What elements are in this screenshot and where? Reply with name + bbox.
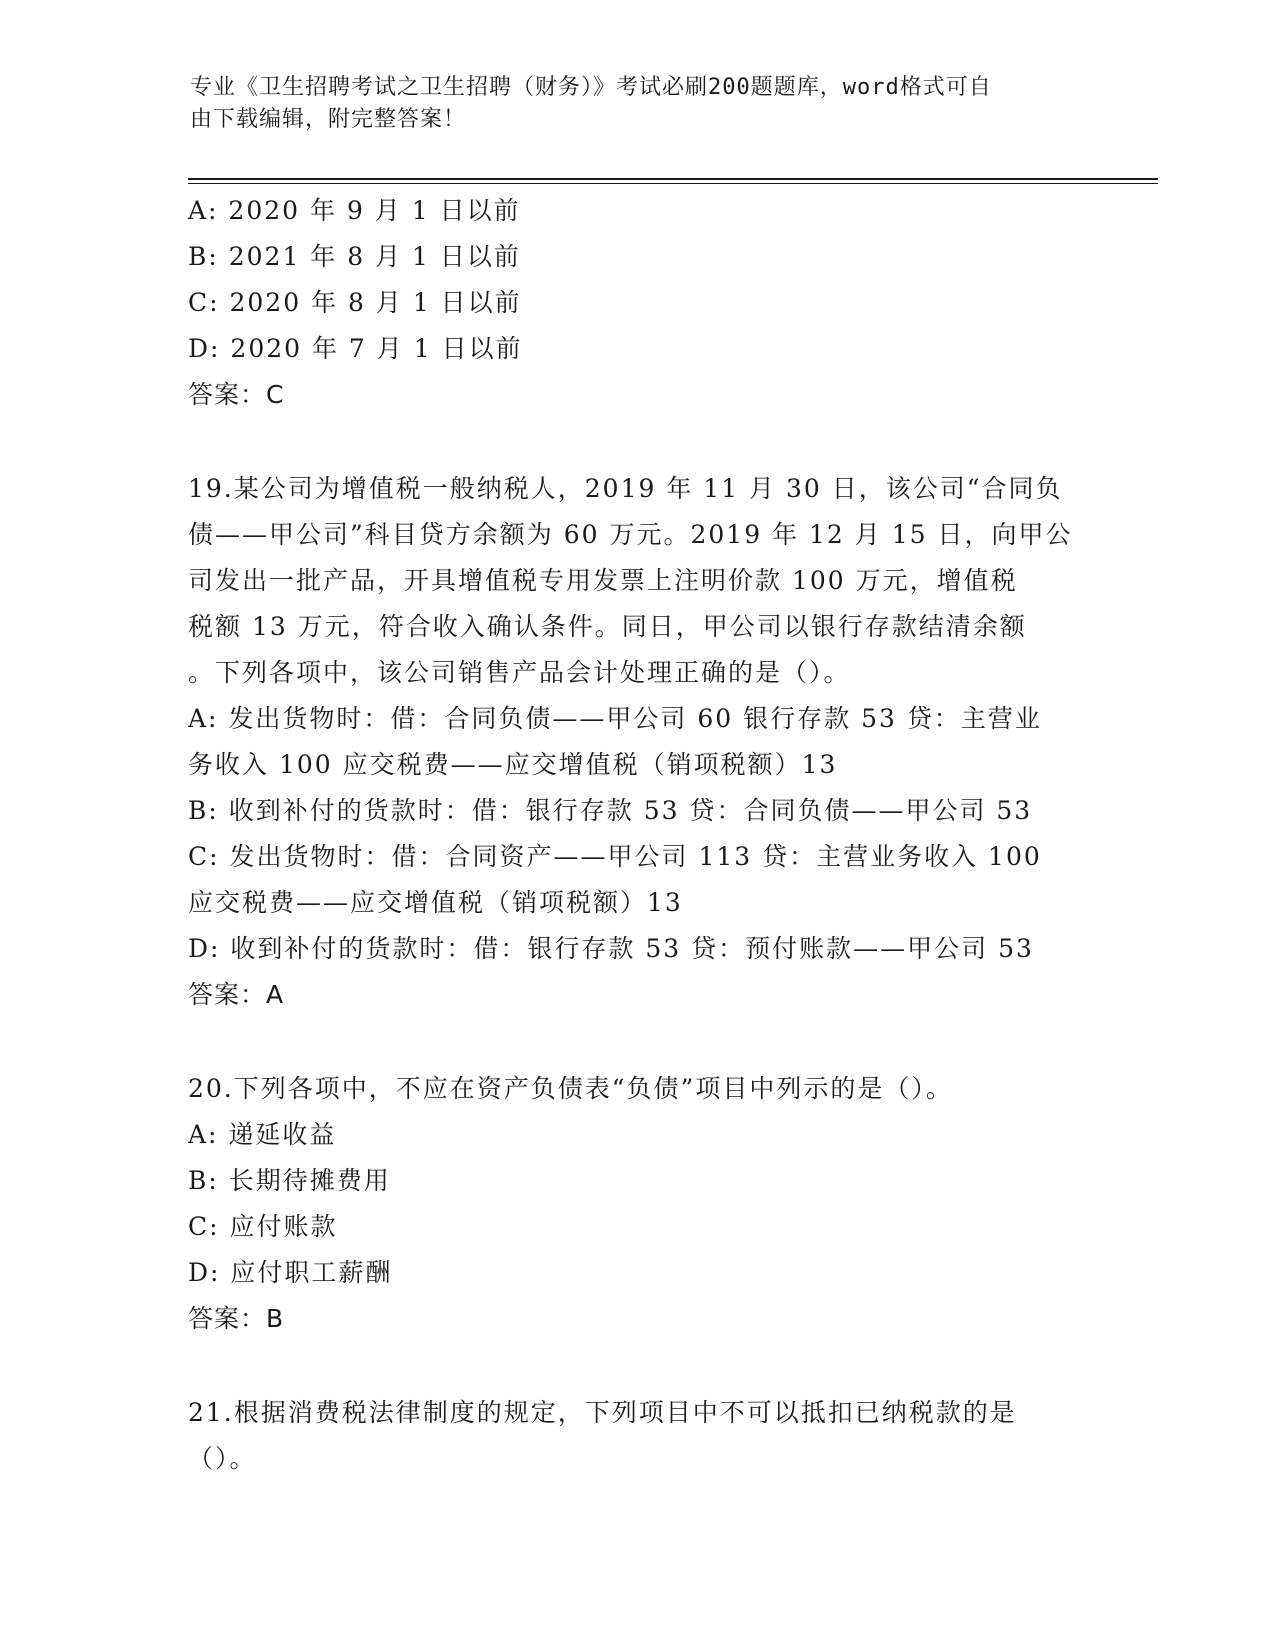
option-d: D: 2020 年 7 月 1 日以前 bbox=[188, 334, 523, 363]
spacer bbox=[188, 418, 1088, 466]
option-b: B: 收到补付的货款时：借：银行存款 53 贷：合同负债——甲公司 53 bbox=[188, 796, 1033, 825]
spacer bbox=[188, 1342, 1088, 1390]
answer: 答案：A bbox=[188, 980, 285, 1009]
option-b: B: 长期待摊费用 bbox=[188, 1166, 391, 1195]
answer: 答案：C bbox=[188, 380, 285, 409]
header-divider-thick bbox=[188, 178, 1158, 180]
option-b: B: 2021 年 8 月 1 日以前 bbox=[188, 242, 521, 271]
question-19 bbox=[188, 466, 1088, 1018]
spacer bbox=[188, 1018, 1088, 1066]
header-divider-thin bbox=[188, 183, 1158, 184]
header-line-1: 专业《卫生招聘考试之卫生招聘（财务）》考试必刷200题题库，word格式可自 bbox=[190, 75, 992, 100]
option-a: A: 2020 年 9 月 1 日以前 bbox=[188, 196, 521, 225]
question-stem-line: 税额 13 万元，符合收入确认条件。同日，甲公司以银行存款结清余额 bbox=[188, 612, 1027, 641]
question-stem-line: 司发出一批产品，开具增值税专用发票上注明价款 100 万元，增值税 bbox=[188, 566, 1018, 595]
question-stem-line: 。下列各项中，该公司销售产品会计处理正确的是（）。 bbox=[188, 658, 851, 687]
option-a: A: 递延收益 bbox=[188, 1120, 337, 1149]
question-18 bbox=[188, 188, 1088, 418]
question-21 bbox=[188, 1390, 1088, 1482]
header-line-2: 由下载编辑，附完整答案！ bbox=[190, 107, 467, 132]
question-stem-line: 债——甲公司”科目贷方余额为 60 万元。2019 年 12 月 15 日，向甲公 bbox=[188, 520, 1073, 549]
question-stem-line: 20.下列各项中，不应在资产负债表“负债”项目中列示的是（）。 bbox=[188, 1074, 953, 1103]
option-c: C: 发出货物时：借：合同资产——甲公司 113 贷：主营业务收入 100 bbox=[188, 842, 1042, 871]
option-c: C: 2020 年 8 月 1 日以前 bbox=[188, 288, 522, 317]
question-stem-line: 19.某公司为增值税一般纳税人，2019 年 11 月 30 日，该公司“合同负 bbox=[188, 474, 1063, 503]
option-a-continued: 务收入 100 应交税费——应交增值税（销项税额）13 bbox=[188, 750, 838, 779]
question-stem-line: （）。 bbox=[188, 1444, 257, 1473]
option-d: D: 应付职工薪酬 bbox=[188, 1258, 393, 1287]
option-c: C: 应付账款 bbox=[188, 1212, 338, 1241]
option-a: A: 发出货物时：借：合同负债——甲公司 60 银行存款 53 贷：主营业 bbox=[188, 704, 1042, 733]
document-header bbox=[190, 72, 1070, 136]
answer: 答案：B bbox=[188, 1304, 285, 1333]
option-c-continued: 应交税费——应交增值税（销项税额）13 bbox=[188, 888, 683, 917]
question-stem-line: 21.根据消费税法律制度的规定，下列项目中不可以抵扣已纳税款的是 bbox=[188, 1398, 1017, 1427]
document-body bbox=[188, 188, 1088, 1482]
option-d: D: 收到补付的货款时：借：银行存款 53 贷：预付账款——甲公司 53 bbox=[188, 934, 1034, 963]
question-20 bbox=[188, 1066, 1088, 1342]
